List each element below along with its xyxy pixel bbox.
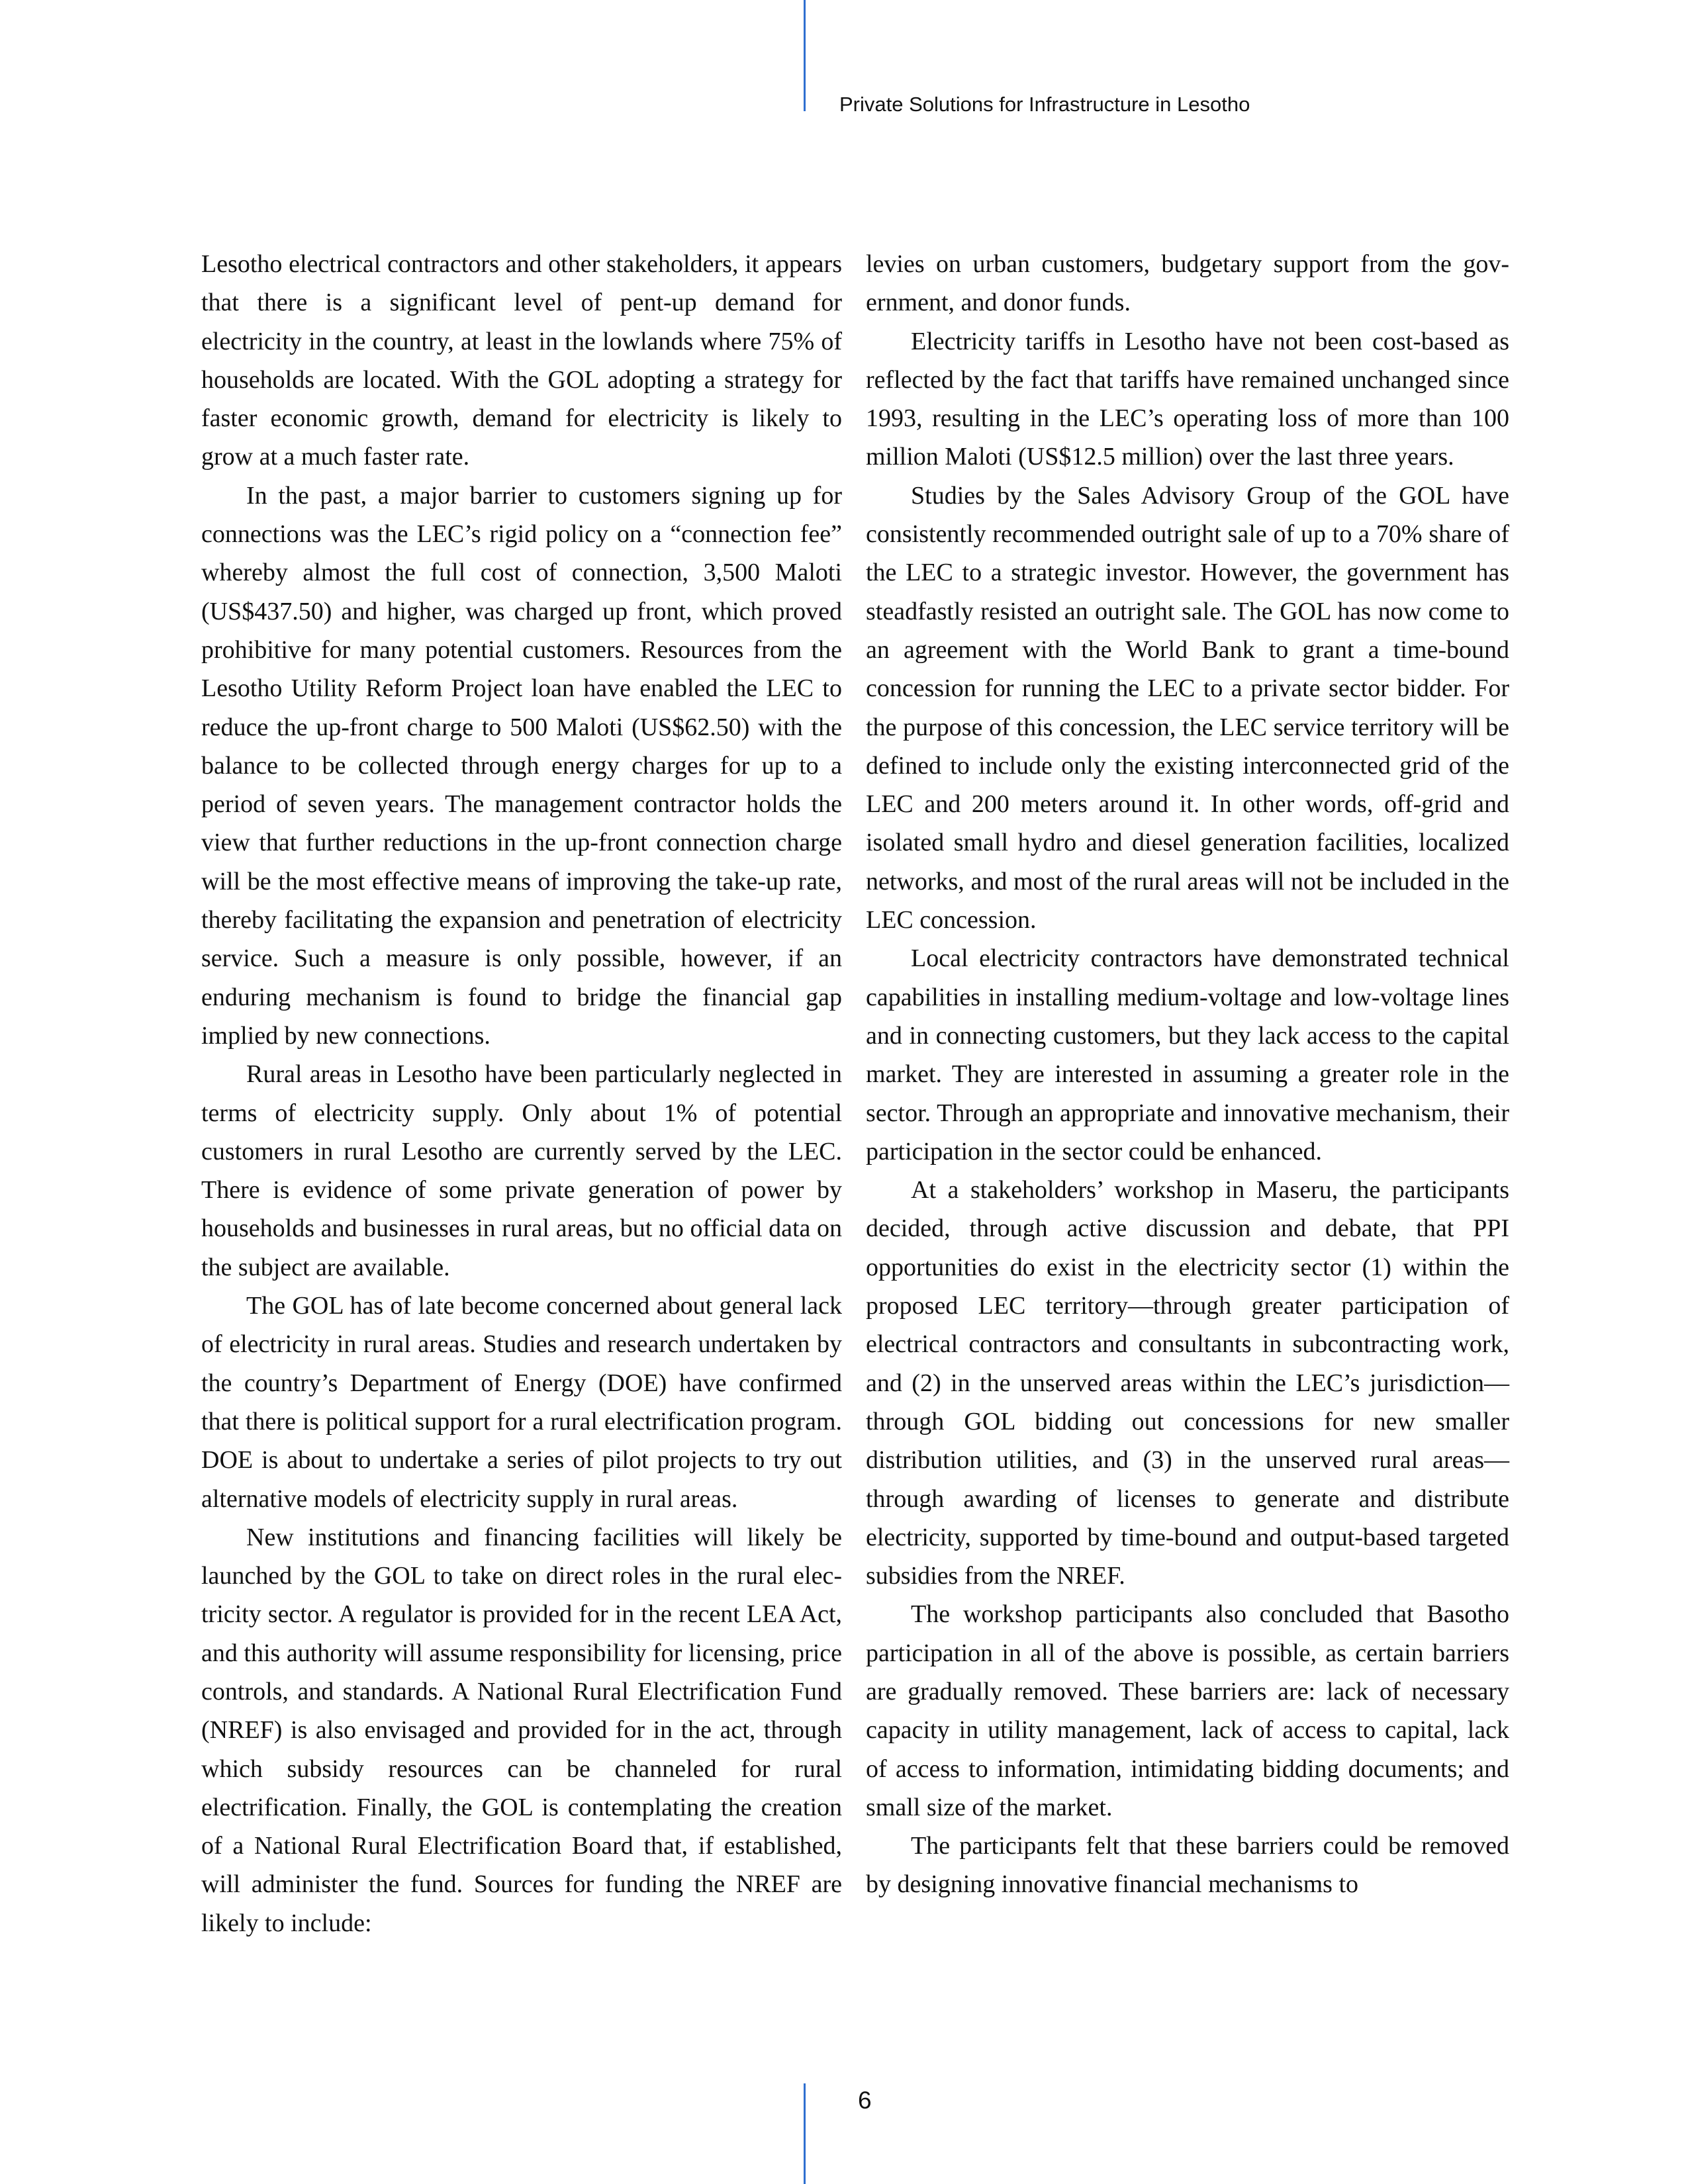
paragraph: At a stakeholders’ workshop in Maseru, the participants decided, through active discussion and debate, that PPI opportunities do exist in the electricity sector (1) within the proposed LEC territory—through greater participation of electrical contractors and consultants in subcontracting work, and (2) in the unserved areas within the LEC’s jurisdiction—through GOL bidding out concessions for new smaller distribution utilities, and (3) in the unserved rural areas—through awarding of licenses to generate and distribute electricity, supported by time-bound and output-based targeted subsidies from the NREF.: [866, 1176, 1509, 1590]
header-divider-line: [804, 0, 806, 111]
paragraph: The participants felt that these barriers could be removed by designing innovative financial mechanisms to: [866, 1832, 1509, 1899]
paragraph: levies on urban customers, budgetary support from the government, and donor funds.: [866, 250, 1509, 317]
paragraph: Local electricity contractors have demonstrated technical capabilities in installing medium-voltage and low-voltage lines and in connecting customers, but they lack access to the capital market. They are interested in assuming a greater role in the sector. Through an appropriate and innovative mechanism, their participation in the sector could be enhanced.: [866, 944, 1509, 1165]
paragraph: The GOL has of late become concerned about general lack of electricity in rural areas. Studies and research undertaken by the country’s Department of Energy (DOE) have confirmed that there is political support for a rural electrification program. DOE is about to undertake a series of pilot projects to try out alternative models of electricity supply in rural areas.: [201, 1292, 842, 1513]
paragraph: Electricity tariffs in Lesotho have not been cost-based as reflected by the fact that tariffs have remained unchanged since 1993, resulting in the LEC’s operating loss of more than 100 million Maloti (US$12.5 million) over the last three years.: [866, 327, 1509, 471]
paragraph: New institutions and financing facilities will likely be launched by the GOL to take on direct roles in the rural electricity sector. A regulator is provided for in the recent LEA Act, and this authority will assume responsibility for licensing, price controls, and standards. A National Rural Electrification Fund (NREF) is also envisaged and provided for in the act, through which subsidy resources can be channeled for rural electrification. Finally, the GOL is contemplating the creation of a National Rural Electrification Board that, if established, will administer the fund. Sources for funding the NREF are likely to include:: [201, 1523, 842, 1937]
page-number: 6: [858, 2087, 872, 2114]
paragraph: Rural areas in Lesotho have been particularly neglected in terms of electricity supply. Only about 1% of potential customers in rural Lesotho are currently served by the LEC. There is evidence of some private generation of power by households and businesses in rural areas, but no official data on the subject are available.: [201, 1060, 842, 1281]
paragraph: Studies by the Sales Advisory Group of the GOL have consistently recommended outright sale of up to a 70% share of the LEC to a strategic investor. However, the government has steadfastly resisted an outright sale. The GOL has now come to an agreement with the World Bank to grant a time-bound concession for running the LEC to a private sector bidder. For the purpose of this concession, the LEC service territory will be defined to include only the existing interconnected grid of the LEC and 200 meters around it. In other words, off-grid and isolated small hydro and diesel generation facilities, localized networks, and most of the rural areas will not be included in the LEC concession.: [866, 481, 1509, 934]
paragraph: Lesotho electrical contractors and other stakeholders, it appears that there is a significant level of pent-up demand for electricity in the country, at least in the lowlands where 75% of households are located. With the GOL adopting a strategy for faster economic growth, demand for electricity is likely to grow at a much faster rate.: [201, 250, 842, 471]
paragraph: The workshop participants also concluded that Basotho participation in all of the above is possible, as certain barriers are gradually removed. These barriers are: lack of necessary capacity in utility management, lack of access to capital, lack of access to information, intimidating bidding documents; and small size of the market.: [866, 1600, 1509, 1821]
footer-divider-line: [804, 2083, 806, 2184]
right-column: [866, 245, 1509, 1904]
running-header: Private Solutions for Infrastructure in Lesotho: [839, 93, 1250, 116]
left-column: [201, 245, 842, 1942]
paragraph: In the past, a major barrier to customers signing up for connections was the LEC’s rigid policy on a “connection fee” whereby almost the full cost of connection, 3,500 Maloti (US$437.50) and higher, was charged up front, which proved prohibitive for many potential customers. Resources from the Lesotho Utility Reform Project loan have enabled the LEC to reduce the up-front charge to 500 Maloti (US$62.50) with the balance to be collected through energy charges for up to a period of seven years. The management contractor holds the view that further reductions in the up-front connection charge will be the most effective means of improving the take-up rate, thereby facilitating the expansion and penetration of electricity service. Such a measure is only possible, however, if an enduring mechanism is found to bridge the financial gap implied by new connections.: [201, 481, 842, 1050]
